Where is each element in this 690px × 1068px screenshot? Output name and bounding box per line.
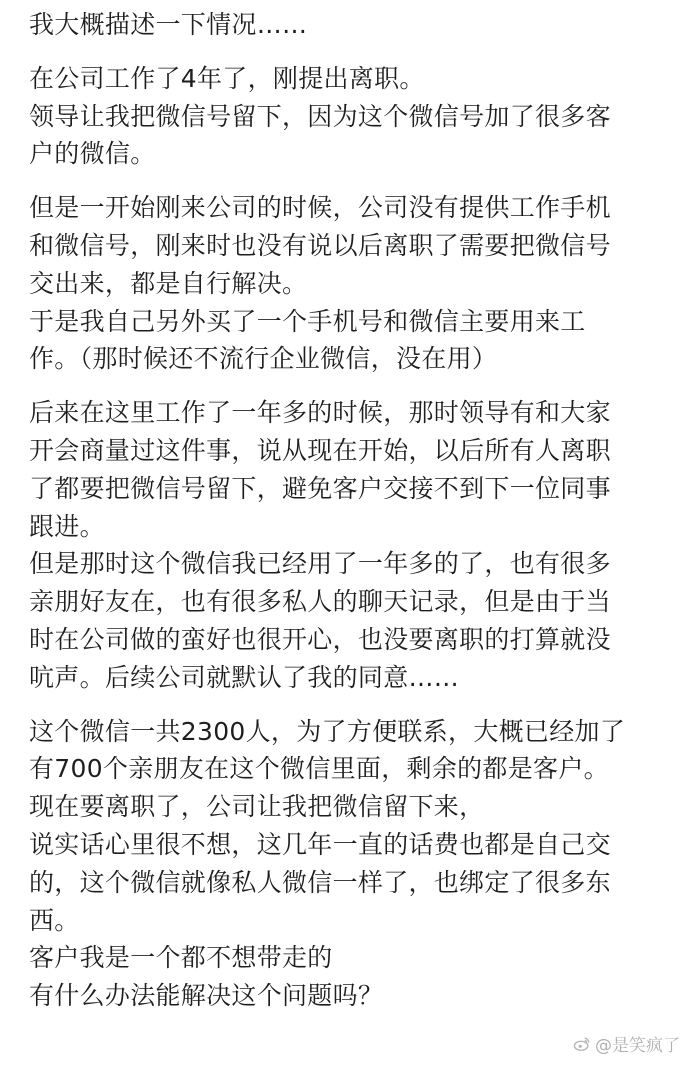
text-line: 交出来，都是自行解决。 [29, 268, 308, 298]
text-line: 的，这个微信就像私人微信一样了，也绑定了很多东 [29, 867, 611, 897]
weibo-icon [573, 1035, 591, 1053]
paragraph-gap [29, 697, 679, 713]
watermark-text: @是笑疯了 [595, 1036, 680, 1056]
text-line: 户的微信。 [29, 139, 156, 169]
text-line: 现在要离职了，公司让我把微信留下来， [29, 792, 485, 822]
text-line: 客户我是一个都不想带走的 [29, 943, 333, 973]
text-line: 西。 [29, 905, 80, 935]
paragraph [29, 6, 679, 44]
text-line: 亲朋好友在，也有很多私人的聊天记录，但是由于当 [29, 587, 611, 617]
text-line: 于是我自己另外买了一个手机号和微信主要用来工 [29, 306, 586, 336]
paragraph [29, 394, 679, 696]
paragraph-gap [29, 173, 679, 189]
text-line: 跟进。 [29, 511, 105, 541]
text-line: 和微信号，刚来时也没有说以后离职了需要把微信号 [29, 230, 611, 260]
text-line: 开会商量过这件事，说从现在开始，以后所有人离职 [29, 435, 611, 465]
text-line: 有700个亲朋友在这个微信里面，剩余的都是客户。 [29, 754, 609, 784]
paragraph [29, 713, 679, 1015]
text-line: 说实话心里很不想，这几年一直的话费也都是自己交 [29, 829, 611, 859]
text-line: 有什么办法能解决这个问题吗？ [29, 981, 384, 1011]
text-line: 了都要把微信号留下，避免客户交接不到下一位同事 [29, 473, 611, 503]
paragraph-gap [29, 378, 679, 394]
text-line: 领导让我把微信号留下，因为这个微信号加了很多客 [29, 101, 611, 131]
text-line: 吭声。后续公司就默认了我的同意…… [29, 662, 460, 692]
text-line: 但是那时这个微信我已经用了一年多的了，也有很多 [29, 549, 611, 579]
paragraph-gap [29, 44, 679, 60]
text-line: 后来在这里工作了一年多的时候，那时领导有和大家 [29, 398, 611, 428]
paragraph [29, 189, 679, 378]
text-line: 在公司工作了4年了，刚提出离职。 [29, 63, 425, 93]
text-line: 我大概描述一下情况…… [29, 10, 308, 39]
watermark [573, 1031, 680, 1056]
text-line: 时在公司做的蛮好也很开心，也没要离职的打算就没 [29, 624, 611, 654]
post-body [29, 6, 679, 1015]
paragraph [29, 60, 679, 173]
text-line: 这个微信一共2300人，为了方便联系，大概已经加了 [29, 716, 626, 746]
text-line: 作。（那时候还不流行企业微信，没在用） [29, 344, 498, 374]
text-line: 但是一开始刚来公司的时候，公司没有提供工作手机 [29, 193, 611, 223]
